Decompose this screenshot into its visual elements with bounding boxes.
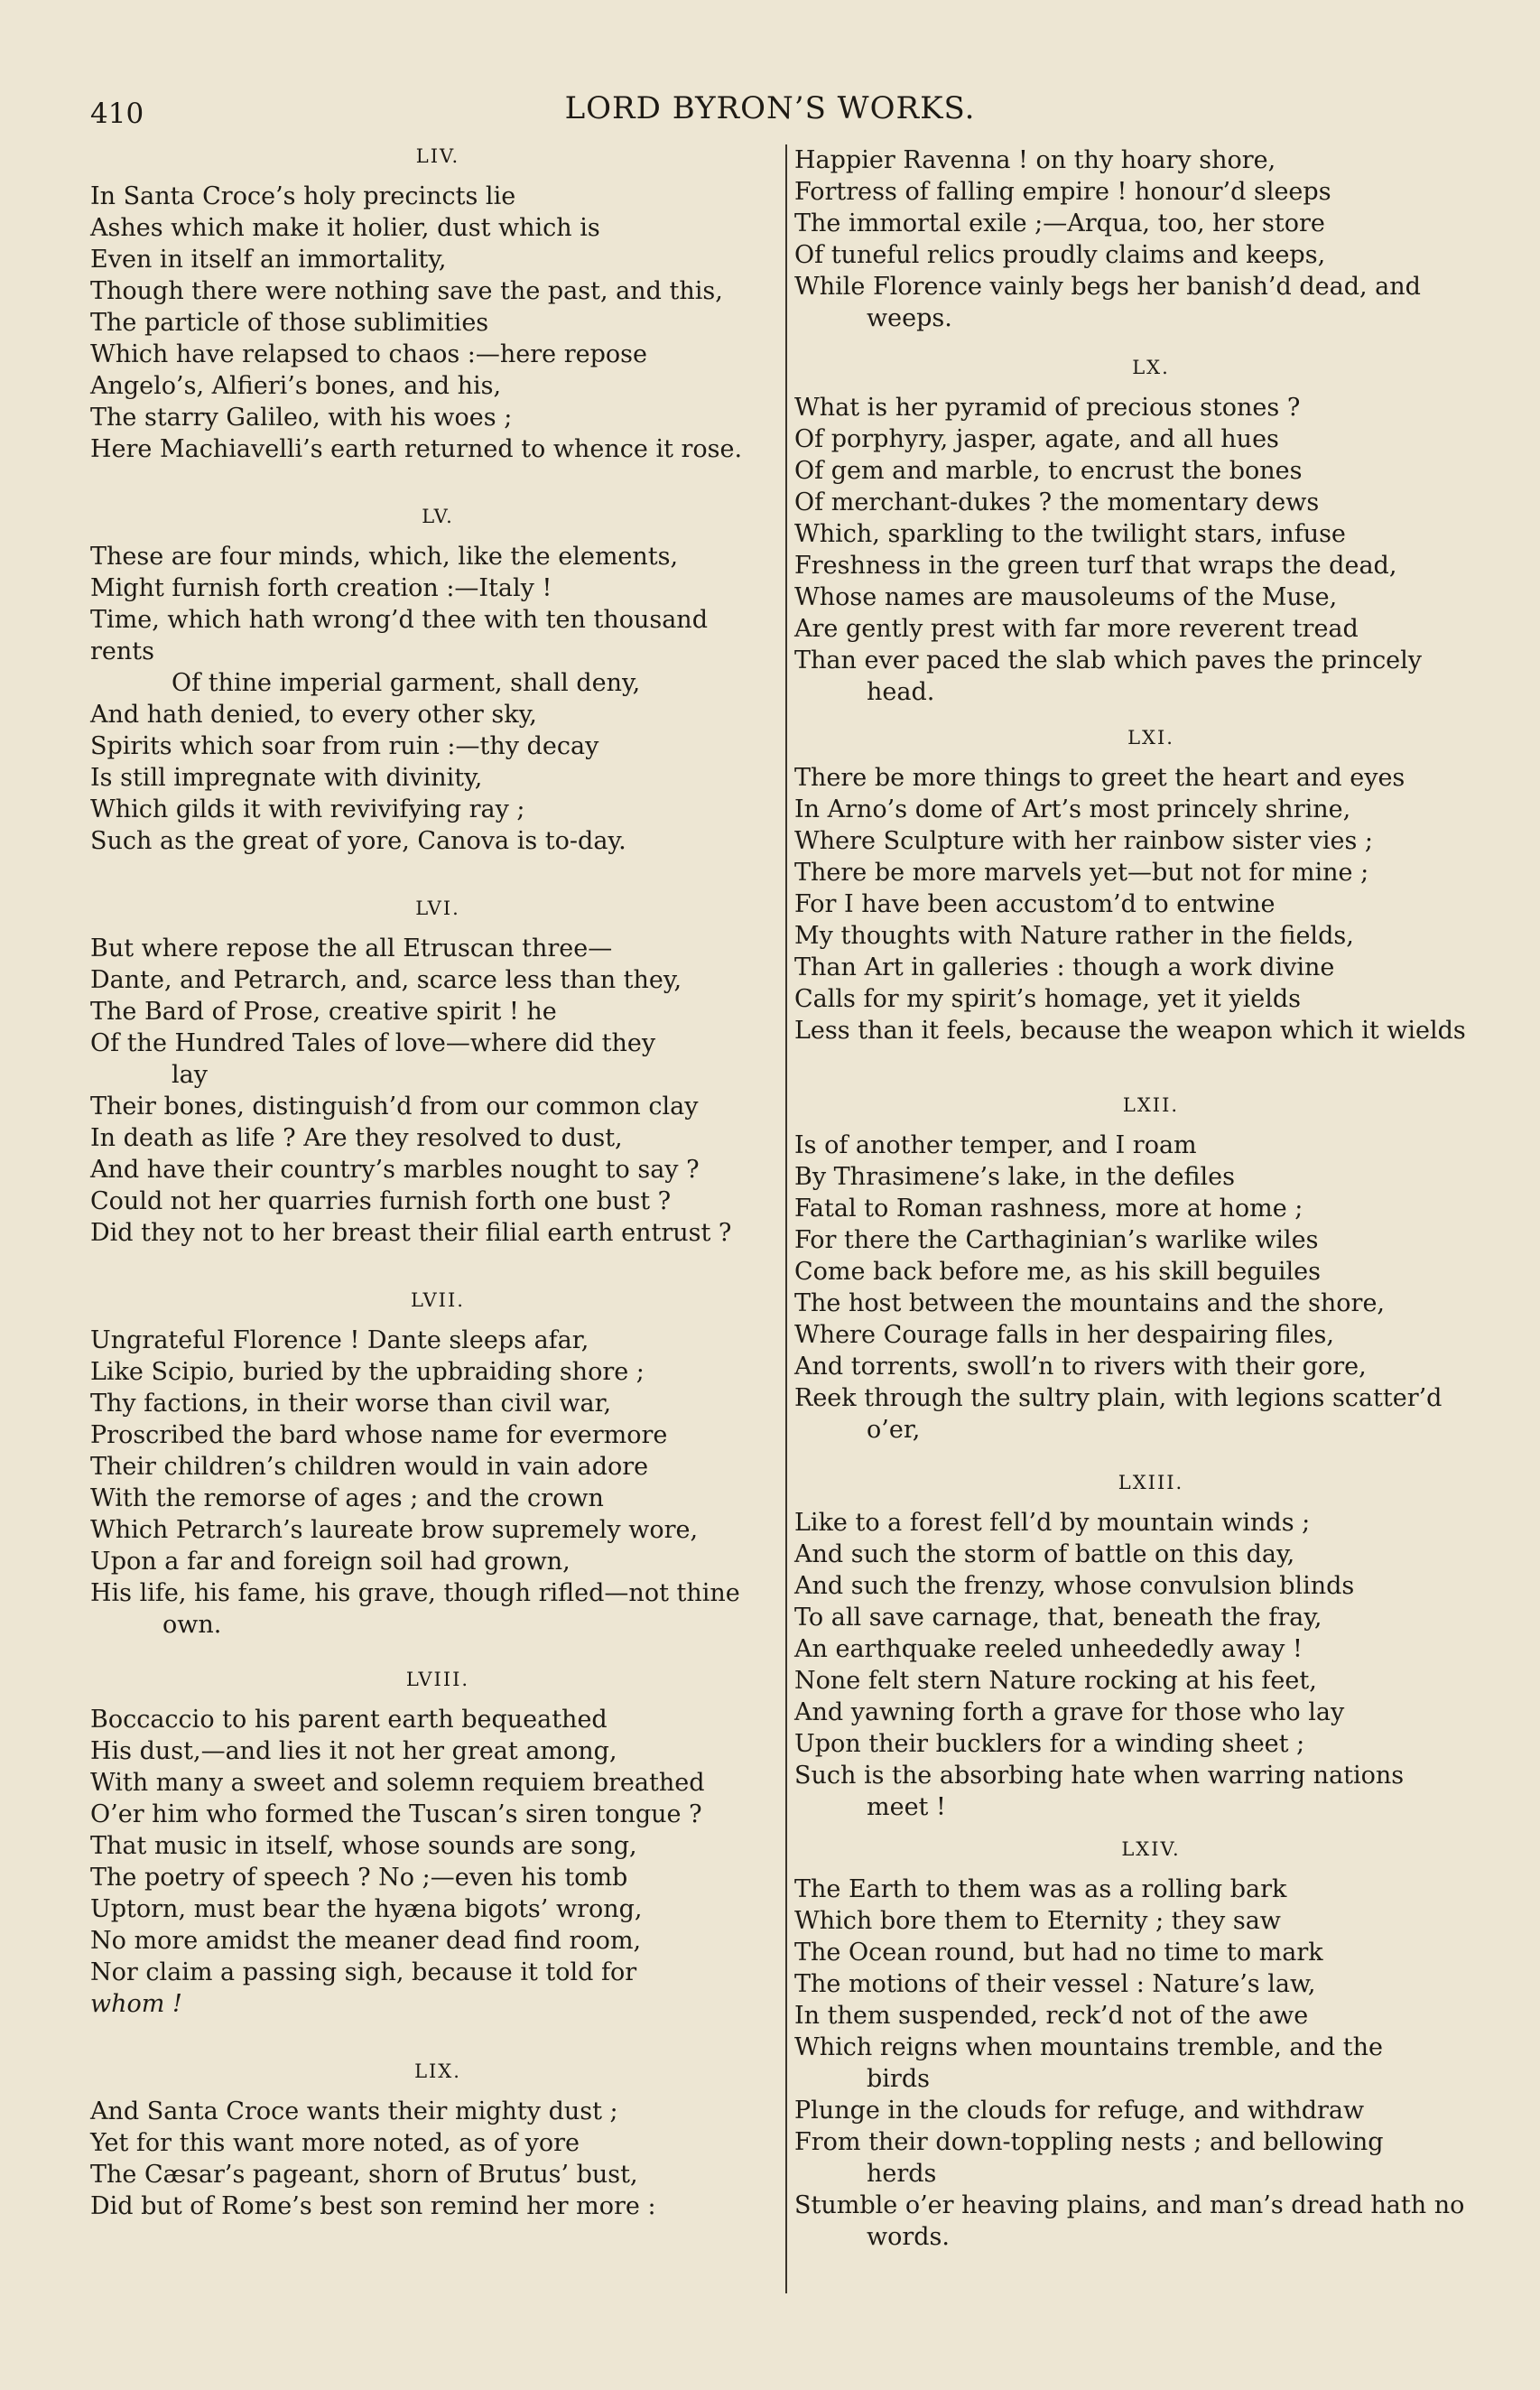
verse-line: Less than it feels, because the weapon which it wields (794, 1017, 1466, 1045)
verse-line: Did they not to her breast their filial earth entrust ? (90, 1219, 732, 1247)
verse-line: But where repose the all Etruscan three— (90, 935, 613, 963)
verse-line: Fortress of falling empire ! honour’d sleeps (794, 178, 1331, 206)
stanza-number: LVIII. (405, 1669, 470, 1690)
right-column (794, 144, 1508, 2253)
verse-line: Ungrateful Florence ! Dante sleeps afar, (90, 1326, 589, 1354)
stanza (794, 356, 1508, 708)
verse-line: Here Machiavelli’s earth returned to whence it rose. (90, 435, 743, 463)
stanza-number: LXIV. (1121, 1838, 1181, 1860)
verse-line: For I have been accustom’d to entwine (794, 890, 1276, 918)
verse-line: herds (867, 2160, 937, 2188)
stanza (90, 1668, 785, 2020)
verse-line: Angelo’s, Alfieri’s bones, and his, (90, 372, 502, 400)
verse-line: whom ! (90, 1990, 182, 2018)
verse-line: None felt stern Nature rocking at his feet, (794, 1667, 1317, 1695)
left-column (90, 144, 785, 2222)
stanza (794, 1837, 1508, 2253)
verse-line: birds (867, 2065, 930, 2093)
verse-line: The Bard of Prose, creative spirit ! he (90, 998, 557, 1026)
verse-line: Which, sparkling to the twilight stars, infuse (794, 520, 1346, 548)
verse-line: Proscribed the bard whose name for evermore (90, 1421, 668, 1449)
verse-line: Plunge in the clouds for refuge, and withdraw (794, 2097, 1365, 2125)
verse-line: While Florence vainly begs her banish’d dead, and (794, 273, 1421, 301)
verse-line: My thoughts with Nature rather in the fields, (794, 922, 1354, 950)
verse-line: Is of another temper, and I roam (794, 1131, 1197, 1159)
stanza-number: LXIII. (1118, 1472, 1184, 1493)
verse-line: Even in itself an immortality, (90, 246, 447, 274)
verse-line: lay (172, 1061, 208, 1089)
verse-line: And torrents, swoll’n to rivers with their gore, (794, 1353, 1367, 1381)
verse-line: Such as the great of yore, Canova is to-day. (90, 827, 626, 855)
verse-line: Reek through the sultry plain, with legions scatter’d (794, 1384, 1443, 1412)
verse-line: The starry Galileo, with his woes ; (90, 404, 513, 432)
verse-line: Did but of Rome’s best son remind her more : (90, 2192, 656, 2220)
verse-line: Calls for my spirit’s homage, yet it yields (794, 985, 1301, 1013)
verse-line: Are gently prest with far more reverent tread (794, 615, 1359, 643)
verse-line: The host between the mountains and the shore, (794, 1289, 1386, 1317)
verse-line: Is still impregnate with divinity, (90, 764, 483, 792)
verse-line: Which bore them to Eternity ; they saw (794, 1907, 1281, 1935)
verse-line: No more amidst the meaner dead find room, (90, 1927, 642, 1955)
verse-line: Fatal to Roman rashness, more at home ; (794, 1195, 1303, 1223)
page-number: 410 (90, 98, 144, 130)
verse-line: Of thine imperial garment, shall deny, (172, 669, 641, 697)
verse-line: And have their country’s marbles nought to say ? (90, 1156, 700, 1184)
verse-line: What is her pyramid of precious stones ? (794, 394, 1301, 422)
stanza-number: LIV. (415, 145, 460, 167)
stanza-number: LIX. (414, 2060, 461, 2082)
verse-line: And hath denied, to every other sky, (90, 701, 537, 729)
verse-line: The particle of those sublimities (90, 309, 489, 337)
verse-line: In them suspended, reck’d not of the awe (794, 2002, 1309, 2030)
verse-line: Which gilds it with revivifying ray ; (90, 795, 525, 823)
verse-line: Stumble o’er heaving plains, and man’s dread hath no (794, 2191, 1465, 2219)
verse-line: Like to a forest fell’d by mountain winds ; (794, 1509, 1311, 1537)
verse-line: Could not her quarries furnish forth one bust ? (90, 1187, 672, 1215)
stanza-number: LXI. (1127, 727, 1174, 749)
verse-line: Their bones, distinguish’d from our common clay (90, 1093, 699, 1121)
stanza (90, 144, 785, 465)
verse-line: Of tuneful relics proudly claims and keeps, (794, 241, 1326, 269)
stanza-number: LX. (1132, 357, 1170, 378)
verse-line: Whose names are mausoleums of the Muse, (794, 583, 1338, 611)
verse-line: His life, his fame, his grave, though rifled—not thine (90, 1579, 740, 1607)
verse-line: head. (867, 678, 935, 706)
stanza (90, 1288, 785, 1641)
verse-line: There be more things to greet the heart and eyes (794, 764, 1405, 792)
verse-line: Of gem and marble, to encrust the bones (794, 457, 1303, 485)
stanza (90, 505, 785, 857)
verse-line: His dust,—and lies it not her great among, (90, 1737, 617, 1765)
stanza-number: LXII. (1122, 1094, 1180, 1116)
verse-line: Such is the absorbing hate when warring nations (794, 1762, 1405, 1790)
verse-line: Of porphyry, jasper, agate, and all hues (794, 425, 1279, 453)
verse-line: Dante, and Petrarch, and, scarce less than they, (90, 966, 682, 994)
verse-line: By Thrasimene’s lake, in the defiles (794, 1163, 1235, 1191)
verse-line: To all save carnage, that, beneath the fray, (794, 1604, 1322, 1632)
verse-line: And such the storm of battle on this day, (794, 1540, 1295, 1568)
verse-line: The Ocean round, but had no time to mark (794, 1939, 1323, 1967)
verse-line: For there the Carthaginian’s warlike wiles (794, 1226, 1319, 1254)
verse-line: Happier Ravenna ! on thy hoary shore, (794, 146, 1276, 174)
verse-line: words. (867, 2223, 950, 2251)
verse-line: Their children’s children would in vain adore (90, 1453, 649, 1481)
verse-line: And Santa Croce wants their mighty dust ; (90, 2097, 618, 2125)
verse-line: Which Petrarch’s laureate brow supremely wore, (90, 1516, 699, 1544)
verse-line: The Cæsar’s pageant, shorn of Brutus’ bust, (90, 2161, 638, 2189)
verse-line: Boccaccio to his parent earth bequeathed (90, 1706, 608, 1734)
verse-line: Nor claim a passing sigh, because it told for (90, 1958, 637, 1986)
verse-line: Where Courage falls in her despairing files, (794, 1321, 1334, 1349)
column-divider (785, 144, 787, 2293)
verse-line: Than Art in galleries : though a work divine (794, 953, 1335, 981)
verse-line: o’er, (867, 1416, 921, 1444)
verse-line: And such the frenzy, whose convulsion blinds (794, 1572, 1355, 1600)
stanza (90, 897, 785, 1249)
verse-line: With many a sweet and solemn requiem breathed (90, 1769, 705, 1797)
verse-line: Yet for this want more noted, as of yore (90, 2129, 580, 2157)
verse-line: The motions of their vessel : Nature’s law, (794, 1970, 1316, 1998)
stanza-number: LVII. (411, 1289, 465, 1311)
verse-line: Upon their bucklers for a winding sheet ; (794, 1730, 1305, 1758)
verse-line: Than ever paced the slab which paves the princely (794, 646, 1423, 674)
verse-line: Come back before me, as his skill beguiles (794, 1258, 1321, 1286)
verse-line: Though there were nothing save the past, and this, (90, 277, 723, 305)
verse-line: Freshness in the green turf that wraps the dead, (794, 552, 1397, 580)
verse-line: The poetry of speech ? No ;—even his tomb (90, 1864, 628, 1892)
verse-line: The Earth to them was as a rolling bark (794, 1875, 1287, 1903)
stanza (90, 2060, 785, 2222)
verse-line: The immortal exile ;—Arqua, too, her store (794, 209, 1325, 237)
verse-line: Which have relapsed to chaos :—here repose (90, 340, 647, 368)
verse-line: Time, which hath wrong’d thee with ten thousand (90, 606, 708, 634)
verse-line: O’er him who formed the Tuscan’s siren tongue ? (90, 1800, 702, 1828)
stanza (794, 1093, 1508, 1446)
page-header (0, 90, 1540, 135)
verse-line: There be more marvels yet—but not for mine ; (794, 859, 1369, 887)
verse-line: From their down-toppling nests ; and bellowing (794, 2128, 1384, 2156)
verse-line: rents (90, 637, 154, 665)
verse-line: Which reigns when mountains tremble, and the (794, 2033, 1383, 2061)
verse-line: Spirits which soar from ruin :—thy decay (90, 732, 599, 760)
verse-line: meet ! (867, 1793, 946, 1821)
stanza-number: LV. (422, 506, 454, 527)
verse-line: own. (162, 1611, 222, 1639)
verse-line: These are four minds, which, like the elements, (90, 543, 679, 571)
verse-line: In Arno’s dome of Art’s most princely shrine, (794, 795, 1351, 823)
verse-line: In Santa Croce’s holy precincts lie (90, 182, 516, 210)
stanza (794, 726, 1508, 1046)
verse-line: In death as life ? Are they resolved to dust, (90, 1124, 623, 1152)
verse-line: An earthquake reeled unheededly away ! (794, 1635, 1303, 1663)
stanza-number: LVI. (415, 897, 460, 919)
running-title: LORD BYRON’S WORKS. (564, 90, 976, 126)
verse-line: And yawning forth a grave for those who lay (794, 1698, 1345, 1726)
verse-line: Uptorn, must bear the hyæna bigots’ wrong, (90, 1895, 643, 1923)
verse-line: Might furnish forth creation :—Italy ! (90, 574, 552, 602)
verse-line: Of merchant-dukes ? the momentary dews (794, 488, 1320, 516)
verse-line: Ashes which make it holier, dust which is (90, 214, 600, 242)
stanza (794, 144, 1508, 334)
verse-line: Like Scipio, buried by the upbraiding shore ; (90, 1358, 645, 1386)
verse-line: Of the Hundred Tales of love—where did they (90, 1029, 656, 1057)
verse-line: Thy factions, in their worse than civil war, (90, 1390, 612, 1418)
verse-line: Upon a far and foreign soil had grown, (90, 1548, 571, 1576)
verse-line: That music in itself, whose sounds are song, (90, 1832, 637, 1860)
stanza (794, 1471, 1508, 1823)
verse-line: With the remorse of ages ; and the crown (90, 1484, 604, 1512)
verse-line: Where Sculpture with her rainbow sister vies ; (794, 827, 1373, 855)
verse-line: weeps. (867, 304, 952, 332)
